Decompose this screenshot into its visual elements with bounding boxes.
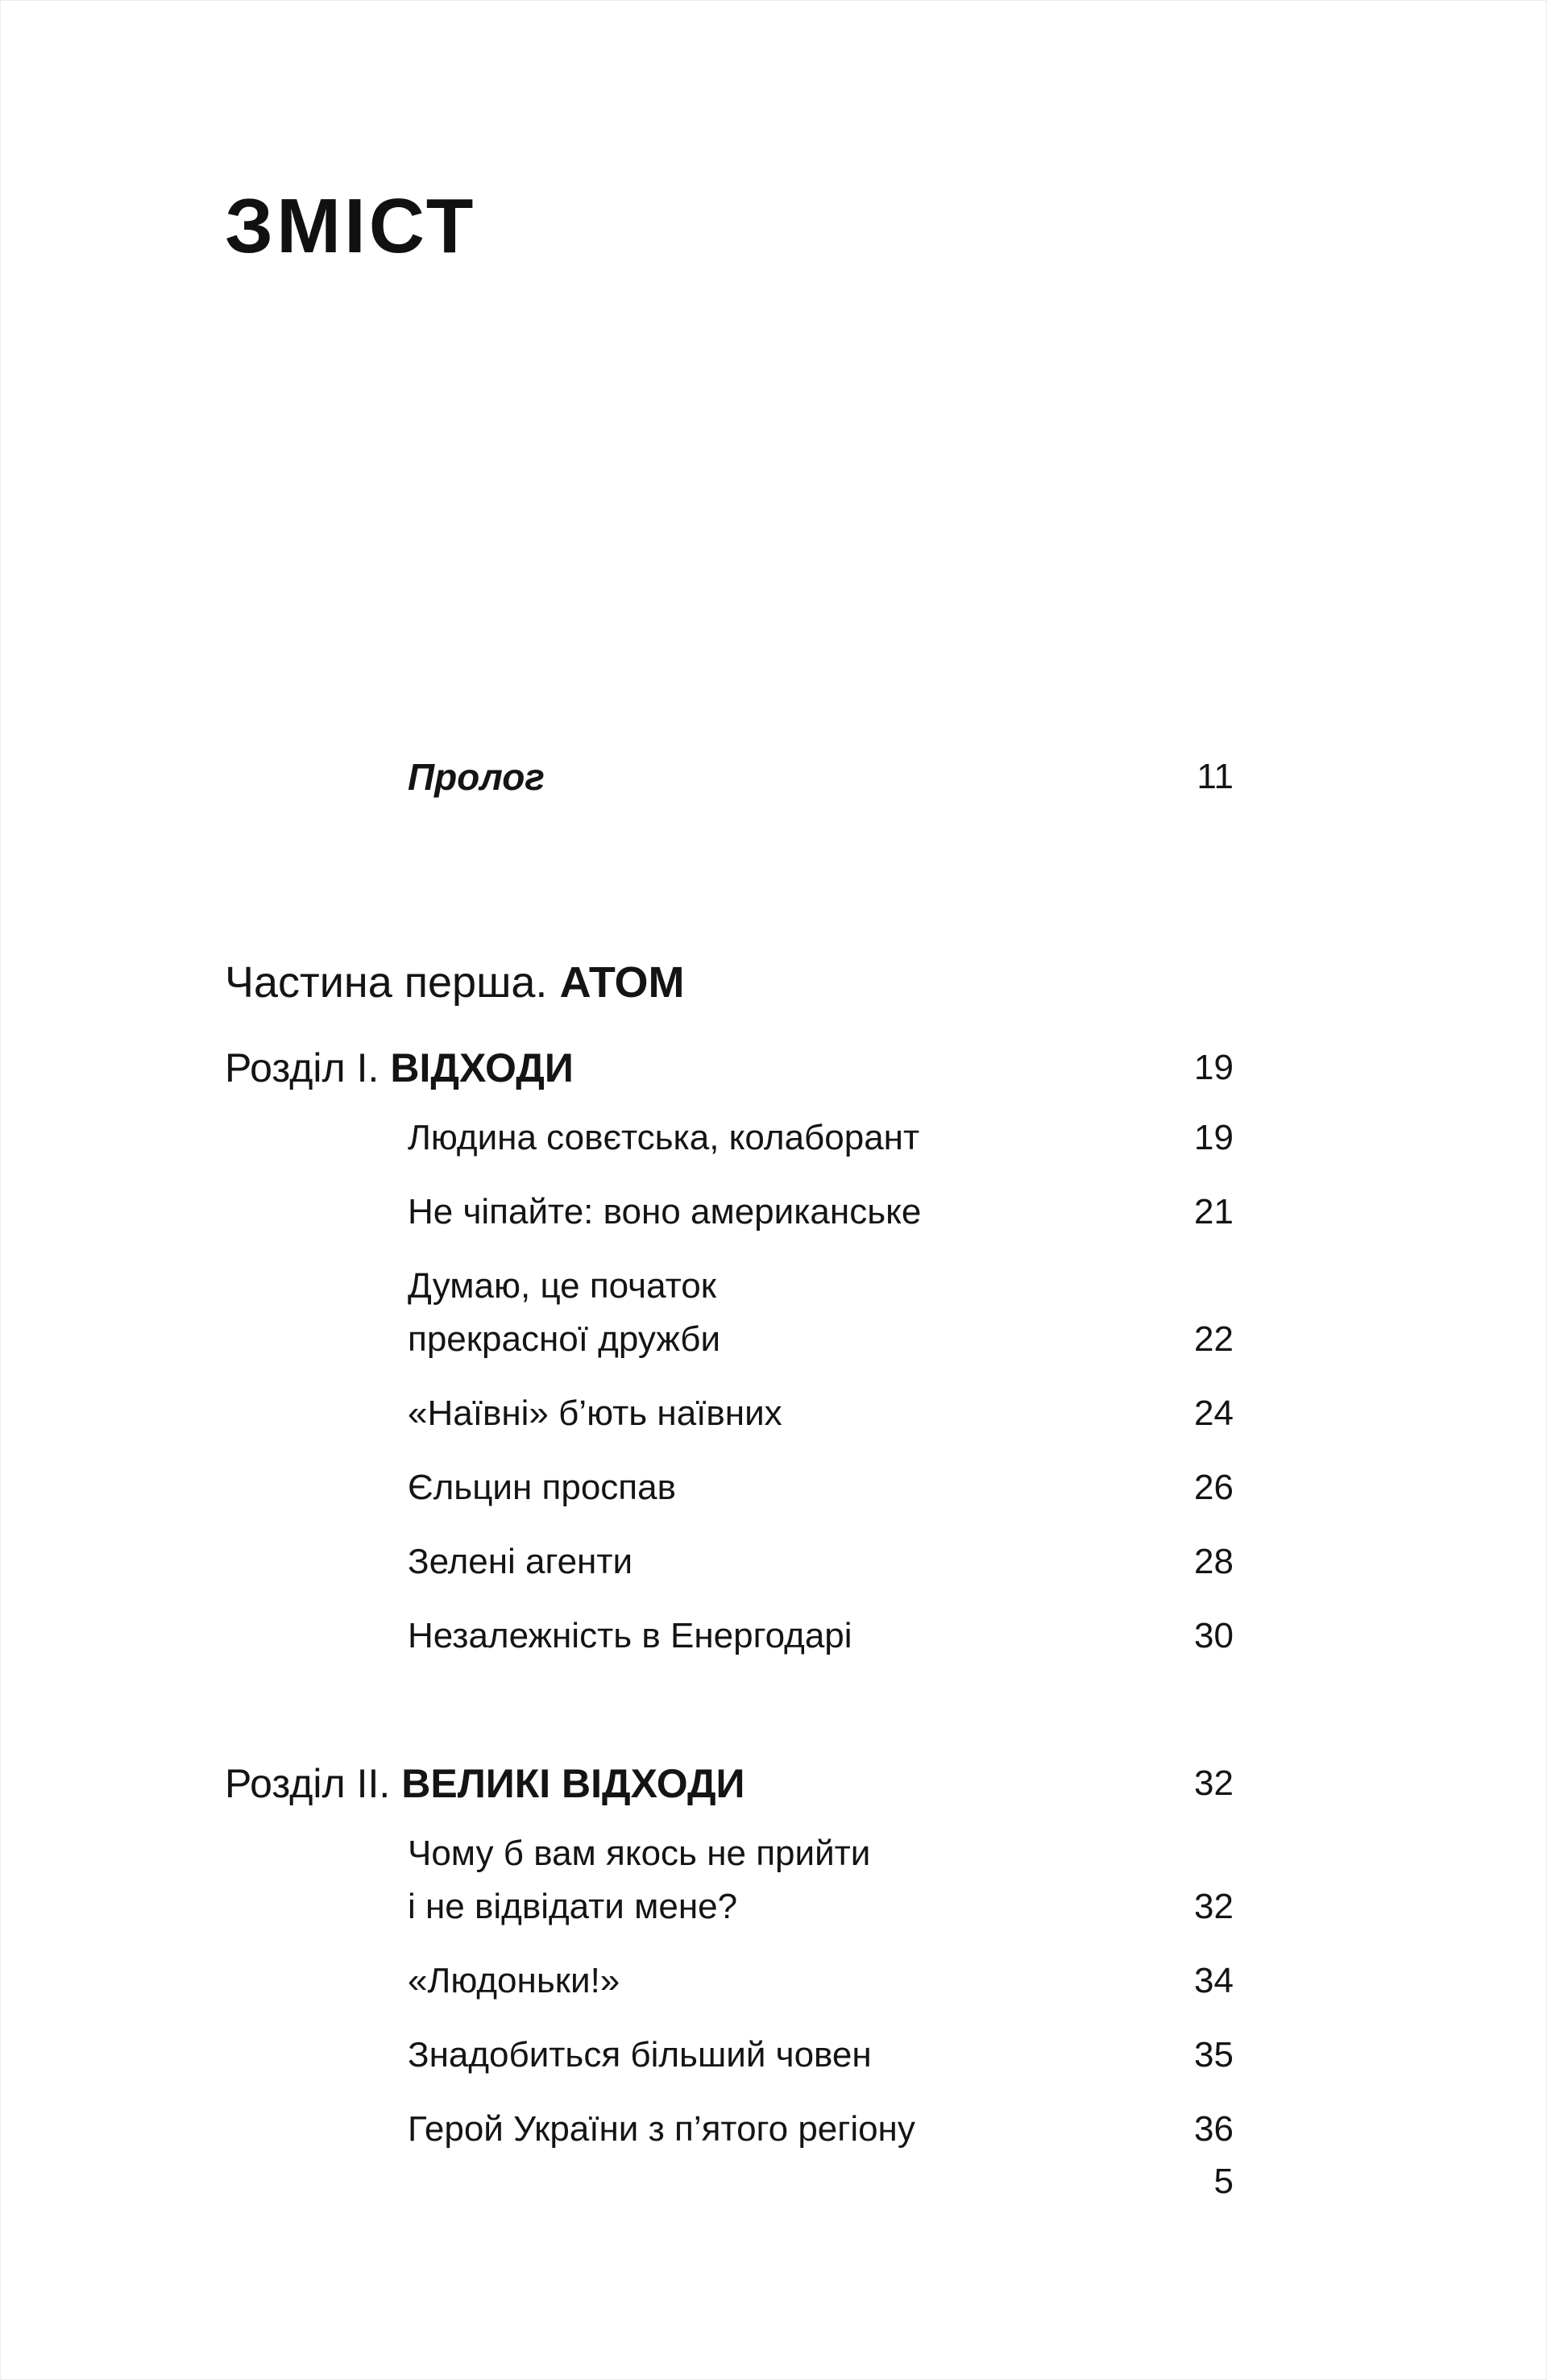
chapter-2-entries [225,1827,1234,2156]
toc-entry [225,1827,1234,1933]
toc-content [225,1,1234,2177]
entry-page-number: 36 [1194,2109,1234,2149]
entry-page-number: 24 [1194,1394,1234,1433]
toc-entry [225,1535,1234,1589]
entry-page-number: 32 [1194,1887,1234,1926]
page-number: 5 [1213,2162,1234,2201]
toc-entry [225,1461,1234,1514]
prologue-page-number: 11 [1197,757,1234,796]
chapter-1-title [225,1044,574,1092]
entry-title: Людина совєтська, колаборант [408,1118,920,1157]
entry-page-number: 22 [1194,1319,1234,1359]
toc-entry [225,1387,1234,1440]
entry-title: «Наївні» б’ють наївних [408,1394,782,1433]
part-heading [225,957,1234,1008]
part-prefix: Частина перша. [225,958,548,1007]
entry-title: Незалежність в Енергодарі [408,1616,852,1655]
chapter-1-entries [225,1111,1234,1663]
chapter-1-prefix: Розділ I. [225,1045,379,1090]
entry-page-number: 21 [1194,1192,1234,1232]
chapter-2-page-number: 32 [1194,1763,1234,1803]
toc-entry [225,2103,1234,2156]
entry-title: «Людоньки!» [408,1961,620,2000]
entry-page-number: 19 [1194,1118,1234,1157]
page-title: ЗМІСТ [225,183,477,269]
entry-page-number: 28 [1194,1542,1234,1581]
entry-title: Думаю, це початок прекрасної дружби [408,1266,721,1359]
entry-page-number: 30 [1194,1616,1234,1655]
chapter-2-prefix: Розділ II. [225,1761,391,1806]
part-name: АТОМ [559,958,685,1007]
entry-page-number: 26 [1194,1468,1234,1507]
prologue-label: Пролог [408,756,545,798]
toc-row-chapter-1 [225,1044,1234,1092]
entry-title: Чому б вам якось не прийти і не відвідати мене? [408,1834,871,1926]
toc-row-prologue [225,754,1234,800]
entry-title: Зелені агенти [408,1542,633,1581]
entry-page-number: 34 [1194,1961,1234,2000]
chapter-2-name: ВЕЛИКІ ВІДХОДИ [401,1761,745,1806]
entry-title: Герой України з п’ятого регіону [408,2109,915,2149]
chapter-1-page-number: 19 [1194,1048,1234,1087]
toc-row-chapter-2 [225,1759,1234,1808]
chapter-2-title [225,1759,745,1808]
toc-entry [225,1954,1234,2008]
entry-page-number: 35 [1194,2035,1234,2075]
toc-entry [225,1610,1234,1663]
chapter-1-name: ВІДХОДИ [390,1045,574,1090]
toc-entry [225,1186,1234,1239]
toc-entry [225,2029,1234,2082]
toc-entry [225,1111,1234,1165]
entry-title: Єльцин проспав [408,1468,676,1507]
toc-entry [225,1260,1234,1366]
entry-title: Не чіпайте: воно американське [408,1192,922,1232]
entry-title: Знадобиться більший човен [408,2035,872,2075]
